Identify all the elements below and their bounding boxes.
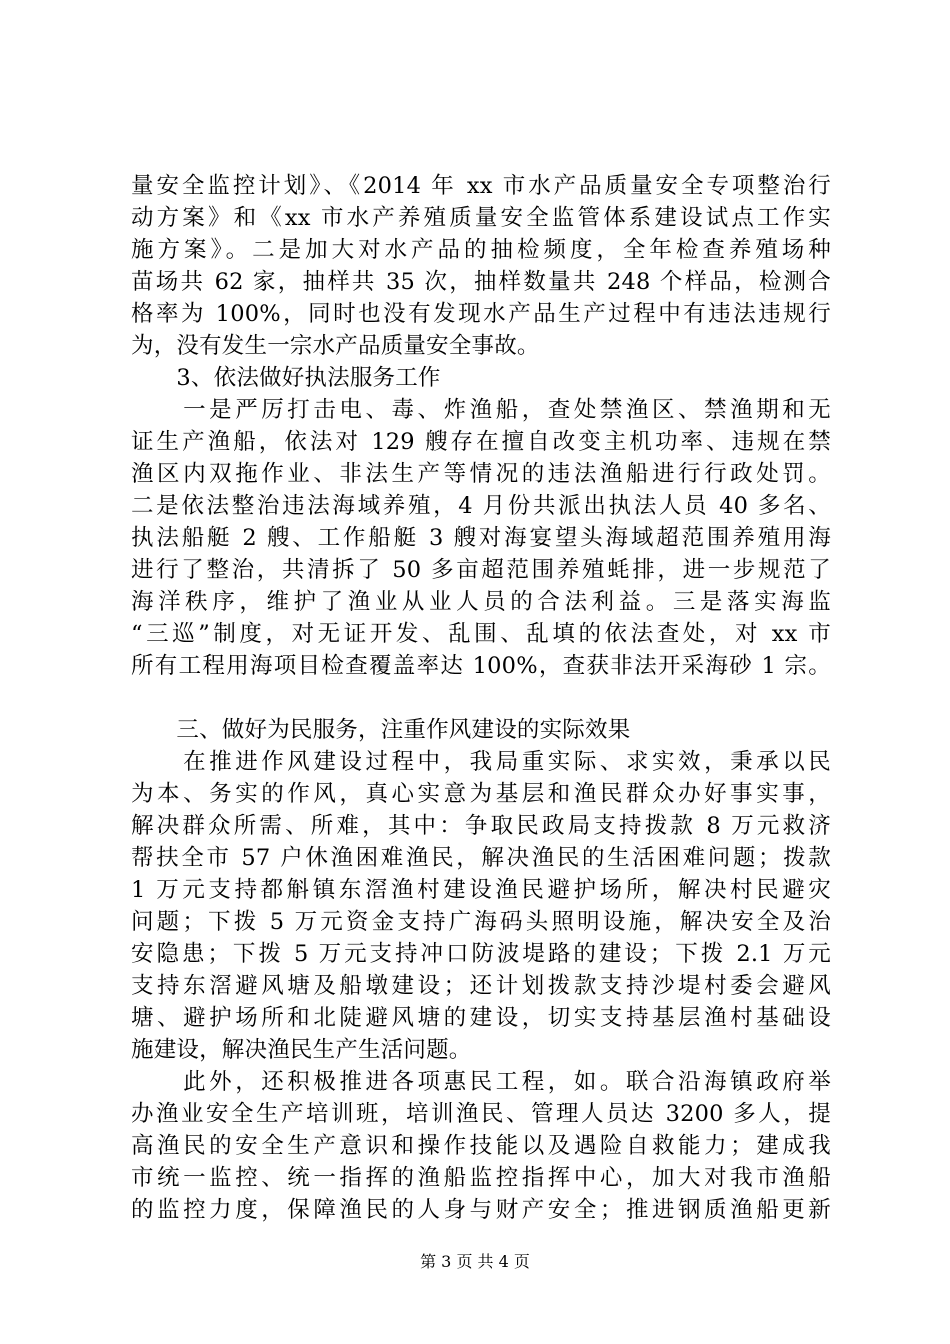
text-line: 安隐患；下拨 5 万元支持冲口防波堤路的建设；下拨 2.1 万元 — [131, 941, 831, 967]
text-line: 格率为 100%，同时也没有发现水产品生产过程中有违法违规行 — [131, 301, 831, 327]
text-line: 苗场共 62 家，抽样共 35 次，抽样数量共 248 个样品，检测合 — [131, 269, 831, 295]
text-line: 渔区内双拖作业、非法生产等情况的违法渔船进行行政处罚。 — [131, 461, 831, 487]
text-line: 证生产渔船，依法对 129 艘存在擅自改变主机功率、违规在禁 — [131, 429, 831, 455]
text-line: 市统一监控、统一指挥的渔船监控指挥中心，加大对我市渔船 — [131, 1165, 831, 1191]
text-line: 支持东滘避风塘及船墩建设；还计划拨款支持沙堤村委会避风 — [131, 973, 831, 999]
text-line: 解决群众所需、所难，其中：争取民政局支持拨款 8 万元救济 — [131, 813, 831, 839]
text-line: 问题；下拨 5 万元资金支持广海码头照明设施，解决安全及治 — [131, 909, 831, 935]
blank-line — [131, 682, 831, 714]
text-line: 为，没有发生一宗水产品质量安全事故。 — [131, 333, 540, 359]
text-line: 1 万元支持都斛镇东滘渔村建设渔民避护场所，解决村民避灾 — [131, 877, 831, 903]
text-line: 在推进作风建设过程中，我局重实际、求实效，秉承以民 — [131, 749, 831, 775]
section-heading: 3、依法做好执法服务工作 — [131, 365, 441, 391]
text-line: “三巡”制度，对无证开发、乱围、乱填的依法查处，对 xx 市 — [131, 621, 831, 647]
text-line: 为本、务实的作风，真心实意为基层和渔民群众办好事实事， — [131, 781, 831, 807]
text-line: 此外，还积极推进各项惠民工程，如。联合沿海镇政府举 — [131, 1069, 831, 1095]
text-line: 动方案》和《xx 市水产养殖质量安全监管体系建设试点工作实 — [131, 205, 831, 231]
text-line: 所有工程用海项目检查覆盖率达 100%，查获非法开采海砂 1 宗。 — [131, 653, 831, 679]
text-line: 帮扶全市 57 户休渔困难渔民，解决渔民的生活困难问题；拨款 — [131, 845, 831, 871]
text-line: 一是严厉打击电、毒、炸渔船，查处禁渔区、禁渔期和无 — [131, 397, 831, 423]
text-line: 塘、避护场所和北陡避风塘的建设，切实支持基层渔村基础设 — [131, 1005, 831, 1031]
document-body — [131, 170, 831, 1226]
text-line: 进行了整治，共清拆了 50 多亩超范围养殖蚝排，进一步规范了 — [131, 557, 831, 583]
section-heading: 三、做好为民服务，注重作风建设的实际效果 — [131, 717, 631, 743]
text-line: 办渔业安全生产培训班，培训渔民、管理人员达 3200 多人，提 — [131, 1101, 831, 1127]
page-number-footer: 第 3 页 共 4 页 — [420, 1252, 530, 1271]
text-line: 量安全监控计划》、《2014 年 xx 市水产品质量安全专项整治行 — [131, 173, 831, 199]
text-line: 施方案》。二是加大对水产品的抽检频度，全年检查养殖场种 — [131, 237, 831, 263]
text-line: 的监控力度，保障渔民的人身与财产安全；推进钢质渔船更新 — [131, 1197, 831, 1223]
text-line: 二是依法整治违法海域养殖，4 月份共派出执法人员 40 多名、 — [131, 493, 831, 519]
text-line: 施建设，解决渔民生产生活问题。 — [131, 1037, 472, 1063]
text-line: 海洋秩序，维护了渔业从业人员的合法利益。三是落实海监 — [131, 589, 831, 615]
text-line: 高渔民的安全生产意识和操作技能以及遇险自救能力；建成我 — [131, 1133, 831, 1159]
text-line: 执法船艇 2 艘、工作船艇 3 艘对海宴望头海域超范围养殖用海 — [131, 525, 831, 551]
